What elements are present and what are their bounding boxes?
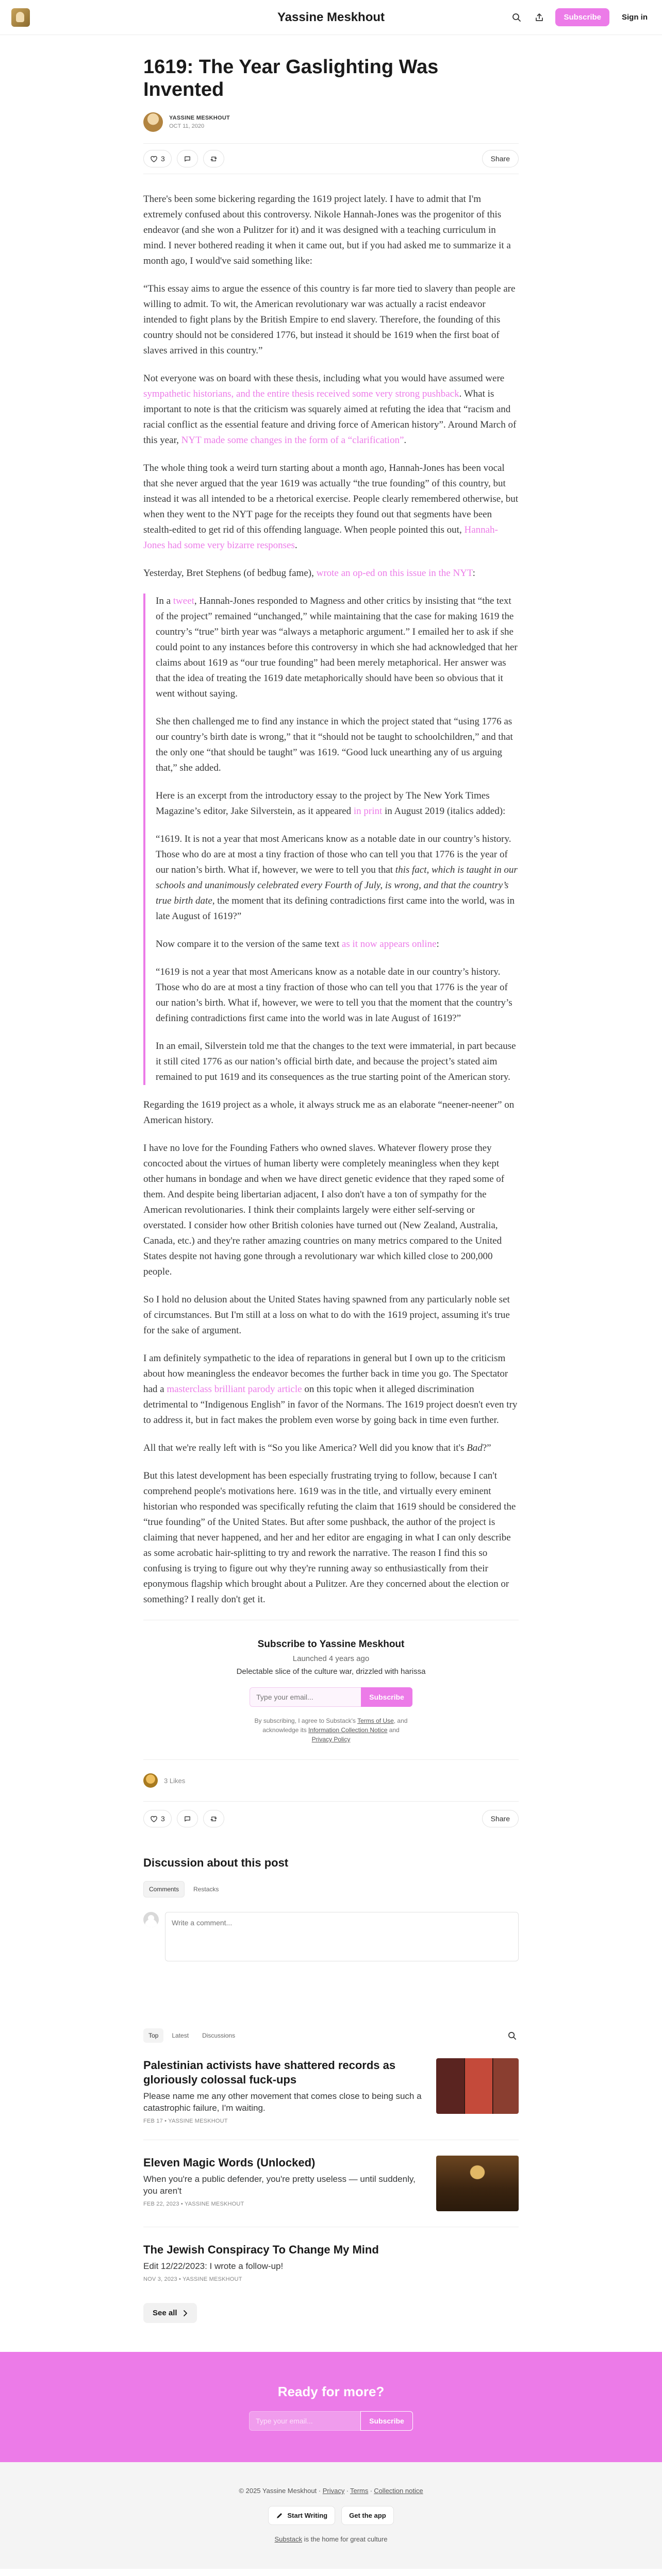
site-title[interactable]: Yassine Meskhout <box>277 10 385 24</box>
pen-icon <box>276 2512 283 2519</box>
post-item-title[interactable]: Eleven Magic Words (Unlocked) <box>143 2156 316 2169</box>
share-button[interactable]: Share <box>482 150 519 167</box>
privacy-link[interactable]: Privacy Policy <box>311 1736 351 1743</box>
post-item-meta: FEB 17 • YASSINE MESKHOUT <box>143 2118 228 2124</box>
top-bar <box>0 0 662 35</box>
ready-subscribe-button[interactable]: Subscribe <box>360 2411 413 2431</box>
ready-subscribe-form <box>0 2411 662 2431</box>
quote-paragraph: In an email, Silverstein told me that the changes to the text were immaterial, in part because it still cited 1776 as our nation’s official birth date, and because the project’s stated aim remained to put 1619 and its consequences as the true starting point of the American story. <box>156 1041 516 1082</box>
restack-icon <box>210 155 218 163</box>
quote-paragraph: “1619. It is not a year that most Americans know as a notable date in our country’s history. Those who do are at most a tiny fraction of those who can tell you that 1776 is the year of our nation’s birth. What if, however, we were to tell you that this fact, which is taught in our schools and unanimously celebrated every Fourth of July, is wrong, and that the country’s true birth date, the moment that its defining contradictions first came into the world, was in late August of 1619?” <box>156 834 518 922</box>
post-actions-bottom <box>143 1802 519 1836</box>
tab-comments[interactable]: Comments <box>143 1881 185 1897</box>
share-icon[interactable] <box>533 11 546 24</box>
see-all-button[interactable] <box>143 2303 197 2323</box>
tab-latest[interactable]: Latest <box>172 2032 189 2039</box>
user-avatar <box>143 1912 159 1927</box>
terms-text: By subscribing, I agree to Substack's Terms of Use, and acknowledge its Information Collection Notice and Privacy Policy <box>254 1717 408 1743</box>
comment-composer <box>143 1912 519 1961</box>
ready-heading: Ready for more? <box>277 2384 385 2399</box>
post-item-meta: NOV 3, 2023 • YASSINE MESKHOUT <box>143 2276 242 2282</box>
ready-email-input[interactable] <box>249 2411 360 2431</box>
post-item-title[interactable]: Palestinian activists have shattered records as gloriously colossal fuck-ups <box>143 2059 396 2086</box>
inline-link[interactable]: in print <box>353 806 383 817</box>
get-app-button[interactable]: Get the app <box>341 2506 394 2525</box>
tab-top[interactable]: Top <box>143 2028 163 2043</box>
footer-terms-link[interactable]: Terms <box>350 2487 369 2495</box>
post-item-subtitle: Please name me any other movement that comes close to being such a catastrophic failure, I'm waiting. <box>143 2091 422 2113</box>
post-date: OCT 11, 2020 <box>169 123 205 129</box>
post-item[interactable] <box>143 2043 519 2140</box>
site-footer <box>0 2462 662 2569</box>
inline-link[interactable]: tweet <box>173 596 194 606</box>
post-body <box>143 192 519 1607</box>
post-item[interactable] <box>143 2140 519 2227</box>
inline-link[interactable]: Hannah-Jones had some very bizarre responses <box>143 524 498 551</box>
quote-paragraph: In a tweet, Hannah-Jones responded to Magness and other critics by insisting that “the text of the project” remained “unchanged,” while maintaining that the case for making 1619 the country’s “true” birth year was “always a metaphoric argument.” I emailed her to ask if she could point to any instances before this controversy in which she had acknowledged that her claims about 1619 as “our true founding” had been merely metaphorical. Her answer was that the idea of treating the 1619 date metaphorically should have been so obvious that it went without saying. <box>156 596 518 699</box>
start-writing-button[interactable]: Start Writing <box>268 2506 335 2525</box>
subscribe-heading: Subscribe to Yassine Meskhout <box>257 1639 405 1650</box>
quote-paragraph: Here is an excerpt from the introductory essay to the project by The New York Times Magazine’s editor, Jake Silverstein, as it appeared in print in August 2019 (italics added): <box>156 790 506 817</box>
inline-link[interactable]: sympathetic historians, and the entire thesis received some very strong pushback <box>143 388 459 399</box>
share-button[interactable]: Share <box>482 1810 519 1827</box>
restack-icon <box>210 1815 218 1823</box>
inline-link[interactable]: masterclass brilliant parody article <box>167 1384 302 1395</box>
tab-restacks[interactable]: Restacks <box>193 1886 219 1893</box>
paragraph: I am definitely sympathetic to the idea of reparations in general but I own up to the criticism about how meaningless the endeavor becomes the further back in time you go. The Spectator had a masterclass brilliant parody article on this topic when it alleged discrimination detrimental to “Indigenous English” in favor of the Normans. The 1619 project doesn't even try to address it, but in fact makes the problem even worse by going back in time even further. <box>143 1353 518 1426</box>
post-thumbnail[interactable] <box>436 2058 519 2114</box>
discussion-section <box>143 1856 519 1961</box>
header-subscribe-button[interactable]: Subscribe <box>555 8 609 26</box>
paragraph: “This essay aims to argue the essence of this country is far more tied to slavery than people are willing to admit. To wit, the American revolutionary war was actually a racist endeavor intended to fight plans by the British Empire to end slavery. Therefore, the founding of this country should not be considered 1776, but instead it should be 1619 when the first boat of slaves arrived in this country.” <box>143 283 516 356</box>
discussion-tabs <box>143 1881 519 1897</box>
post-item-title[interactable]: The Jewish Conspiracy To Change My Mind <box>143 2243 379 2256</box>
footer-privacy-link[interactable]: Privacy <box>322 2487 345 2495</box>
ready-for-more-banner <box>0 2352 662 2462</box>
like-count: 3 <box>161 155 165 163</box>
terms-link[interactable]: Terms of Use <box>357 1717 394 1724</box>
author-avatar[interactable] <box>143 112 163 132</box>
discussion-heading: Discussion about this post <box>143 1856 289 1869</box>
comment-icon <box>184 1815 191 1823</box>
footer-collection-link[interactable]: Collection notice <box>374 2487 423 2495</box>
paragraph: Yesterday, Bret Stephens (of bedbug fame), wrote an op-ed on this issue in the NYT: <box>143 568 475 579</box>
quote-paragraph: Now compare it to the version of the same text as it now appears online: <box>156 939 439 950</box>
italic-text: Bad <box>467 1443 483 1453</box>
publication-logo[interactable] <box>11 8 30 27</box>
paragraph: So I hold no delusion about the United States having spawned from any particularly noble set of circumstances. But I'm still at a loss on what to do with the 1619 project, assuming it's true for the sake of argument. <box>143 1294 510 1336</box>
post-item[interactable] <box>143 2227 519 2298</box>
email-input[interactable] <box>250 1687 361 1707</box>
heart-icon <box>150 1815 158 1823</box>
quote-paragraph: “1619 is not a year that most Americans know as a notable date in our country’s history. Those who do are at most a tiny fraction of those who can tell you that 1776 is the year of our nation’s birth. What if, however, we were to tell you that the moment that the country’s defining contradictions first came into the world was in late August of 1619?” <box>156 967 512 1024</box>
paragraph: All that we're really left with is “So you like America? Well did you know that it's Bad?” <box>143 1443 491 1453</box>
footer-buttons <box>0 2506 662 2525</box>
comment-input[interactable] <box>165 1912 519 1961</box>
post-actions-top <box>143 143 519 174</box>
chevron-right-icon <box>183 2310 188 2316</box>
like-button[interactable] <box>143 1810 172 1827</box>
like-button[interactable] <box>143 150 172 167</box>
subscribe-button[interactable]: Subscribe <box>361 1687 412 1707</box>
comment-button[interactable] <box>177 150 198 167</box>
post-item-meta: FEB 22, 2023 • YASSINE MESKHOUT <box>143 2201 244 2207</box>
liker-avatar[interactable] <box>143 1773 158 1788</box>
paragraph: Not everyone was on board with these thesis, including what you would have assumed were sympathetic historians, and the entire thesis received some very strong pushback. What is important to note is that the criticism was squarely aimed at refuting the idea that “racism and racial conflict as the essential feature and driving force of American history”. Around March of this year, NYT made some changes in the form of a “clarification”. <box>143 373 517 446</box>
signin-button[interactable]: Sign in <box>622 13 648 22</box>
likes-count[interactable]: 3 Likes <box>164 1776 186 1785</box>
subscribe-widget <box>143 1620 519 1760</box>
post-thumbnail[interactable] <box>436 2156 519 2211</box>
blockquote <box>143 594 519 1085</box>
comment-button[interactable] <box>177 1810 198 1827</box>
author-name[interactable]: YASSINE MESKHOUT <box>169 115 230 121</box>
publication-tagline: Delectable slice of the culture war, drizzled with harissa <box>236 1667 426 1676</box>
article <box>143 35 519 2323</box>
restack-button[interactable] <box>203 150 224 167</box>
launched-text: Launched 4 years ago <box>292 1654 370 1663</box>
paragraph: I have no love for the Founding Fathers who owned slaves. Whatever flowery prose they concocted about the virtues of human liberty were completely meaningless when they kept other humans in bondage and when we have direct genetic evidence that they raped some of them. And despite being libertarian adjacent, I also don't have a ton of sympathy for the American revolutionaries. I think their complaints largely were either self-serving or overstated. I consider how other British colonies have turned out (New Zealand, Australia, Canada, etc.) and they're rather amazing countries on many metrics compared to the United States despite not having gone through a revolutionary war which killed close to 200,000 people. <box>143 1143 505 1277</box>
like-count: 3 <box>161 1815 165 1823</box>
comment-icon <box>184 155 191 163</box>
more-posts <box>143 2028 519 2323</box>
italic-text: this fact, which is taught in our schools and unanimously celebrated every Fourth of July, is wrong, and that the country’s true birth date, <box>156 865 518 906</box>
footer-note: Substack is the home for great culture <box>274 2535 388 2543</box>
heart-icon <box>150 155 158 163</box>
search-icon[interactable] <box>510 11 523 24</box>
paragraph: The whole thing took a weird turn starting about a month ago, Hannah-Jones has been vocal that she never argued that the year 1619 was actually “the true founding” of this country, but instead it was all intended to be a rhetorical exercise. People clearly remembered otherwise, but when they went to the NYT page for the receipts they found out that segments have been stealth-edited to get rid of this offending language. When people pointed this out, Hannah-Jones had some very bizarre responses. <box>143 463 518 551</box>
footer-links: © 2025 Yassine Meskhout · Privacy ∙ Terms ∙ Collection notice <box>239 2487 423 2495</box>
search-icon[interactable] <box>505 2029 519 2042</box>
byline <box>143 112 519 132</box>
header-actions <box>510 8 651 26</box>
paragraph: Regarding the 1619 project as a whole, it always struck me as an elaborate “neener-neener” on American history. <box>143 1099 515 1126</box>
inline-link[interactable]: NYT made some changes in the form of a “clarification” <box>181 435 404 446</box>
subscribe-form <box>143 1687 519 1707</box>
paragraph: But this latest development has been especially frustrating trying to follow, because I can't comprehend people's motivations here. 1619 was in the title, and virtually every eminent historian who responded was specifically refuting the claim that 1619 should be considered the “true founding” of the United States. But after some pushback, the author of the project is claiming that never happened, and her and her editor are engaging in what I can only describe as some acrobatic hair-splitting to try and rework the narrative. The reason I find this so confusing is trying to figure out why they're running away so enthusiastically from their eponymous flagship which brought about a Pulitzer. Are they concerned about the election or something? I really don't get it. <box>143 1470 516 1605</box>
posts-header <box>143 2028 519 2043</box>
post-item-subtitle: When you're a public defender, you're pretty useless — until suddenly, you aren't <box>143 2174 416 2196</box>
paragraph: There's been some bickering regarding the 1619 project lately. I have to admit that I'm extremely confused about this controversy. Nikole Hannah-Jones was the progenitor of this endeavor (and she won a Pulitzer for it) and it was designed with a teaching curriculum in mind. I never bothered reading it when it came out, but if you had asked me to summarize it a month ago, I would've said something like: <box>143 194 511 266</box>
restack-button[interactable] <box>203 1810 224 1827</box>
post-item-subtitle: Edit 12/22/2023: I wrote a follow-up! <box>143 2261 284 2271</box>
tab-discussions[interactable]: Discussions <box>202 2032 236 2039</box>
quote-paragraph: She then challenged me to find any instance in which the project stated that “using 1776 as our country’s birth date is wrong,” that it “should not be taught to schoolchildren,” and that the only one “that should be taught” was 1619. “Good luck unearthing any of us arguing that,” she added. <box>156 716 513 773</box>
see-all-label: See all <box>153 2309 177 2317</box>
post-title: 1619: The Year Gaslighting Was Invented <box>143 56 439 100</box>
inline-link[interactable]: wrote an op-ed on this issue in the NYT <box>316 568 473 579</box>
likes-row <box>143 1760 519 1802</box>
substack-link[interactable]: Substack <box>274 2535 302 2543</box>
inline-link[interactable]: as it now appears online <box>341 939 437 950</box>
collection-notice-link[interactable]: Information Collection Notice <box>308 1726 388 1734</box>
